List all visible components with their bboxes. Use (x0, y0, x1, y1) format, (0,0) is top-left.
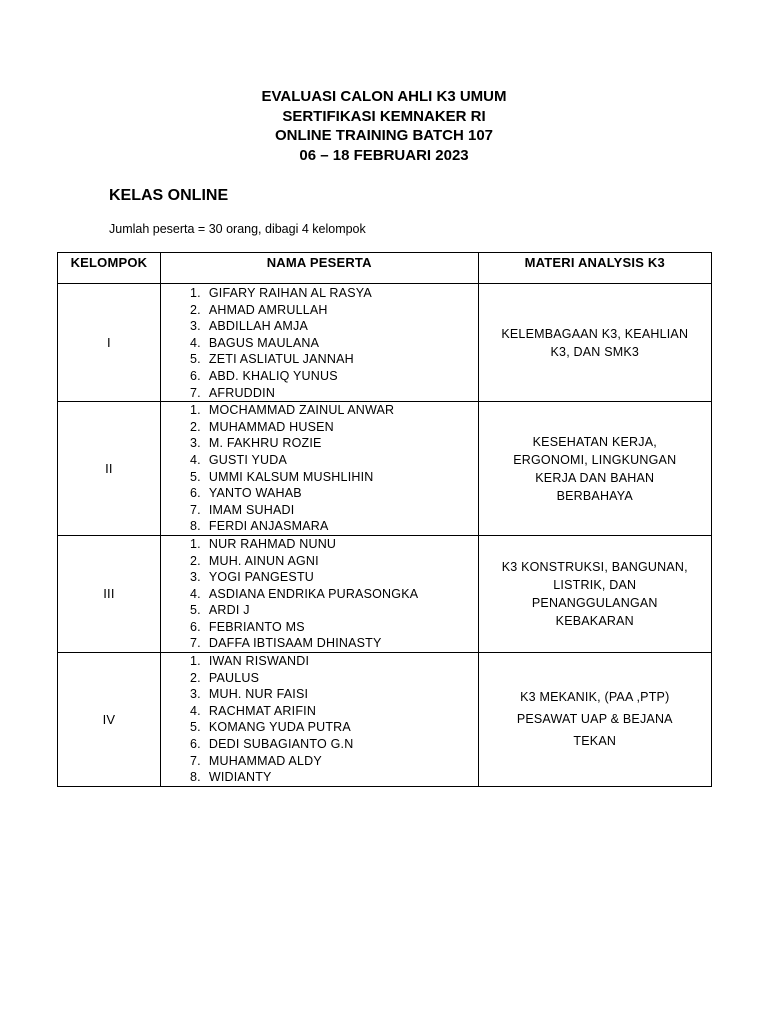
title-line-evaluation: EVALUASI CALON AHLI K3 UMUM (261, 88, 507, 105)
participant-name: MUH. AINUN AGNI (208, 553, 319, 568)
participant-count-note: Jumlah peserta = 30 orang, dibagi 4 kelompok (109, 222, 366, 236)
participant-name: ARDI J (208, 603, 250, 618)
list-item: 5. KOMANG YUDA PUTRA (190, 720, 351, 735)
header-participants: NAMA PESERTA (160, 253, 478, 284)
participant-name: MUH. NUR FAISI (208, 687, 309, 702)
participant-name: GUSTI YUDA (208, 452, 288, 467)
participant-cell (160, 402, 478, 536)
participant-name: UMMI KALSUM MUSHLIHIN (208, 469, 374, 484)
topic-line: LISTRIK, DAN (553, 577, 637, 592)
section-heading: KELAS ONLINE (109, 187, 229, 204)
group-number: I (58, 284, 161, 402)
topic-line: K3, DAN SMK3 (550, 344, 640, 359)
list-item: 2. PAULUS (190, 670, 260, 685)
topic-line: KESEHATAN KERJA, (532, 434, 657, 449)
topic-line: K3 MEKANIK, (PAA ,PTP) (520, 690, 670, 705)
participant-name: MOCHAMMAD ZAINUL ANWAR (208, 403, 395, 418)
topic-line: KEBAKARAN (555, 613, 634, 628)
topic-line: K3 KONSTRUKSI, BANGUNAN, (501, 559, 688, 574)
participant-list (161, 284, 478, 401)
list-item: 5. ARDI J (190, 603, 250, 618)
topic-cell (478, 535, 711, 652)
participant-name: KOMANG YUDA PUTRA (208, 720, 351, 735)
participant-name: DEDI SUBAGIANTO G.N (208, 737, 354, 752)
list-item: 2. MUHAMMAD HUSEN (190, 419, 334, 434)
topic-cell (478, 284, 711, 402)
participant-name: WIDIANTY (208, 770, 272, 785)
participant-name: FERDI ANJASMARA (208, 519, 329, 534)
participant-name: GIFARY RAIHAN AL RASYA (208, 286, 372, 300)
participant-name: M. FAKHRU ROZIE (208, 436, 322, 451)
topic-line: ERGONOMI, LINGKUNGAN (513, 452, 677, 467)
participant-name: YANTO WAHAB (208, 486, 302, 501)
topic-cell (478, 402, 711, 536)
participant-name: BAGUS MAULANA (208, 335, 320, 350)
topic-line: PENANGGULANGAN (531, 595, 658, 610)
list-item: 2. AHMAD AMRULLAH (190, 302, 328, 317)
participant-name: FEBRIANTO MS (208, 619, 305, 634)
table-header-row (58, 253, 712, 284)
participant-cell (160, 284, 478, 402)
participant-name: AHMAD AMRULLAH (208, 302, 328, 317)
table-row (58, 284, 712, 402)
list-item: 7. DAFFA IBTISAAM DHINASTY (190, 636, 382, 651)
topic-line: TEKAN (573, 734, 617, 749)
header-group: KELOMPOK (58, 253, 161, 284)
participant-cell (160, 535, 478, 652)
list-item: 1. NUR RAHMAD NUNU (190, 536, 337, 551)
group-table (57, 252, 712, 787)
group-number: III (58, 535, 161, 652)
list-item: 4. GUSTI YUDA (190, 452, 288, 467)
participant-name: NUR RAHMAD NUNU (208, 536, 337, 551)
participant-name: IWAN RISWANDI (208, 654, 310, 669)
participant-name: RACHMAT ARIFIN (208, 703, 317, 718)
header-topic: MATERI ANALYSIS K3 (478, 253, 711, 284)
list-item: 4. BAGUS MAULANA (190, 335, 320, 350)
list-item: 3. ABDILLAH AMJA (190, 319, 309, 334)
list-item: 3. YOGI PANGESTU (190, 570, 315, 585)
topic-line: KERJA DAN BAHAN (535, 470, 655, 485)
list-item: 5. ZETI ASLIATUL JANNAH (190, 352, 354, 367)
list-item: 1. GIFARY RAIHAN AL RASYA (190, 286, 372, 300)
participant-name: AFRUDDIN (208, 385, 276, 400)
participant-name: MUHAMMAD HUSEN (208, 419, 334, 434)
participant-name: ABD. KHALIQ YUNUS (208, 368, 338, 383)
title-line-dates: 06 – 18 FEBRUARI 2023 (299, 146, 469, 164)
participant-name: MUHAMMAD ALDY (208, 753, 322, 768)
list-item: 6. ABD. KHALIQ YUNUS (190, 368, 338, 383)
list-item: 4. RACHMAT ARIFIN (190, 703, 317, 718)
list-item: 6. DEDI SUBAGIANTO G.N (190, 737, 354, 752)
list-item: 1. IWAN RISWANDI (190, 654, 310, 669)
participant-list (161, 402, 478, 535)
list-item: 2. MUH. AINUN AGNI (190, 553, 319, 568)
participant-name: YOGI PANGESTU (208, 570, 315, 585)
participant-name: DAFFA IBTISAAM DHINASTY (208, 636, 382, 651)
participant-name: ZETI ASLIATUL JANNAH (208, 352, 354, 367)
topic-line: KELEMBAGAAN K3, KEAHLIAN (501, 326, 689, 341)
list-item: 1. MOCHAMMAD ZAINUL ANWAR (190, 403, 395, 418)
participant-name: PAULUS (208, 670, 260, 685)
table-row (58, 535, 712, 652)
participant-name: ASDIANA ENDRIKA PURASONGKA (208, 586, 419, 601)
list-item: 8. FERDI ANJASMARA (190, 519, 329, 534)
list-item: 7. IMAM SUHADI (190, 502, 295, 517)
list-item: 7. MUHAMMAD ALDY (190, 753, 322, 768)
list-item: 8. WIDIANTY (190, 770, 272, 785)
list-item: 7. AFRUDDIN (190, 385, 276, 400)
participant-list (161, 536, 478, 652)
topic-line: BERBAHAYA (556, 488, 633, 503)
table-row (58, 402, 712, 536)
list-item: 6. FEBRIANTO MS (190, 619, 305, 634)
participant-name: IMAM SUHADI (208, 502, 295, 517)
group-number: IV (58, 653, 161, 787)
participant-name: ABDILLAH AMJA (208, 319, 309, 334)
list-item: 3. MUH. NUR FAISI (190, 687, 309, 702)
group-number: II (58, 402, 161, 536)
participant-cell (160, 653, 478, 787)
list-item: 3. M. FAKHRU ROZIE (190, 436, 322, 451)
table-row (58, 653, 712, 787)
title-line-certification: SERTIFIKASI KEMNAKER RI (282, 107, 486, 125)
participant-list (161, 653, 478, 786)
topic-line: PESAWAT UAP & BEJANA (516, 712, 673, 727)
topic-cell (478, 653, 711, 787)
list-item: 5. UMMI KALSUM MUSHLIHIN (190, 469, 374, 484)
document-title (0, 87, 768, 165)
list-item: 4. ASDIANA ENDRIKA PURASONGKA (190, 586, 419, 601)
title-line-batch: ONLINE TRAINING BATCH 107 (274, 127, 494, 144)
list-item: 6. YANTO WAHAB (190, 486, 302, 501)
